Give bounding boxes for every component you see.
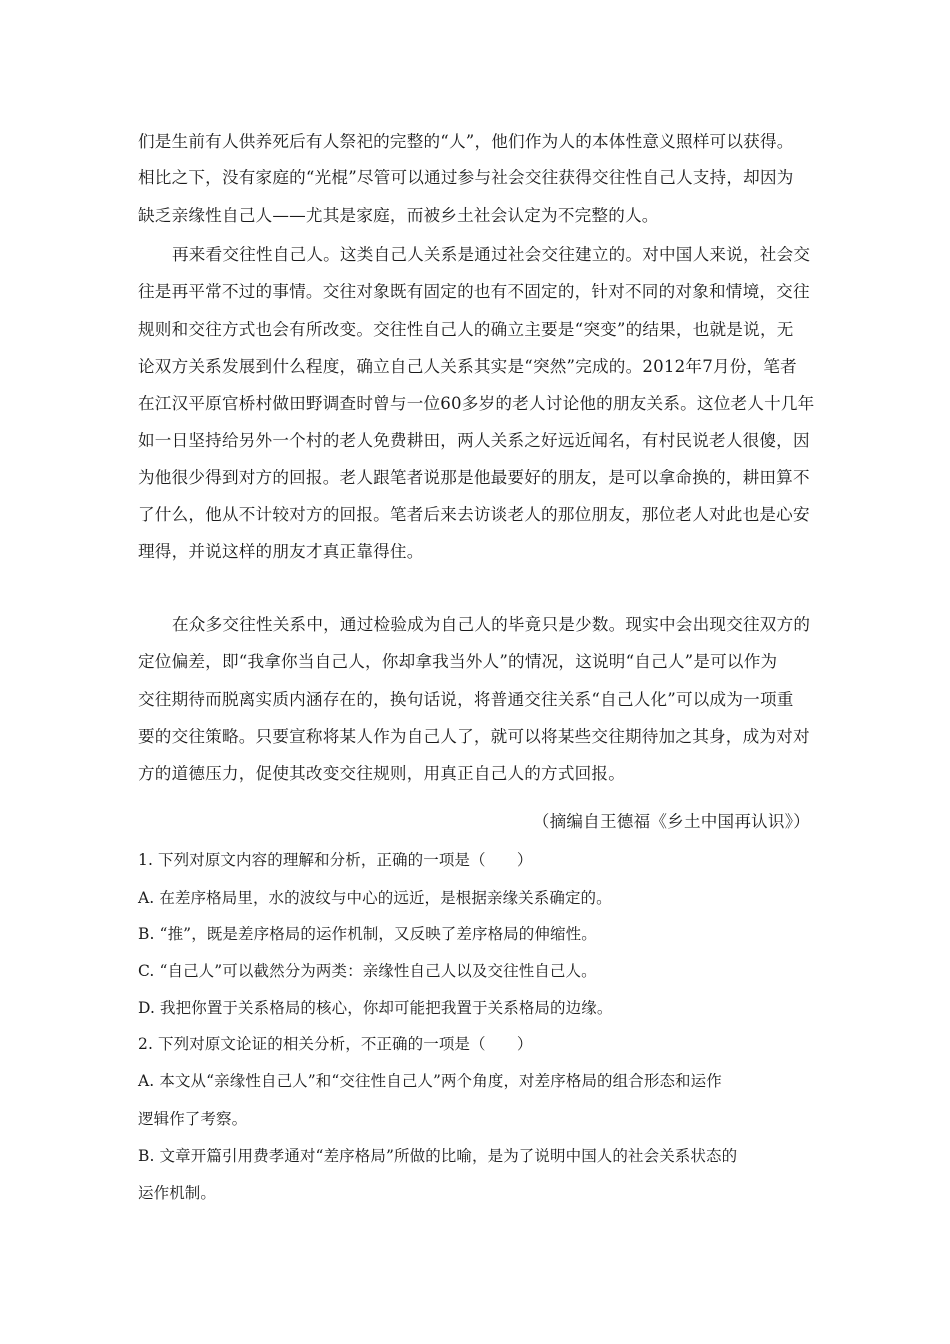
passage-line: 定位偏差，即“我拿你当自己人，你却拿我当外人”的情况，这说明“自己人”是可以作为 <box>138 652 778 671</box>
question-1-stem: 1. 下列对原文内容的理解和分析，正确的一项是（ ） <box>138 851 533 869</box>
question-1-option-c[interactable]: C. “自己人”可以截然分为两类：亲缘性自己人以及交往性自己人。 <box>138 962 597 980</box>
question-2-option-b-cont: 运作机制。 <box>138 1184 217 1202</box>
question-2-stem: 2. 下列对原文论证的相关分析，不正确的一项是（ ） <box>138 1035 533 1053</box>
source-citation: （摘编自王德福《乡土中国再认识》） <box>532 812 810 831</box>
question-1-option-b[interactable]: B. “推”，既是差序格局的运作机制，又反映了差序格局的伸缩性。 <box>138 925 597 943</box>
passage-line: 论双方关系发展到什么程度，确立自己人关系其实是“突然”完成的。2012年7月份，笔者 <box>138 357 797 376</box>
passage-line: 缺乏亲缘性自己人——尤其是家庭，而被乡土社会认定为不完整的人。 <box>138 206 659 225</box>
passage-line: 规则和交往方式也会有所改变。交往性自己人的确立主要是“突变”的结果，也就是说，无 <box>138 320 794 339</box>
passage-line: 往是再平常不过的事情。交往对象既有固定的也有不固定的，针对不同的对象和情境，交往 <box>138 282 810 301</box>
passage-line: 了什么，他从不计较对方的回报。笔者后来去访谈老人的那位朋友，那位老人对此也是心安 <box>138 505 810 524</box>
passage-line: 要的交往策略。只要宣称将某人作为自己人了，就可以将某些交往期待加之其身，成为对对 <box>138 727 810 746</box>
passage-line: 如一日坚持给另外一个村的老人免费耕田，两人关系之好远近闻名，有村民说老人很傻，因 <box>138 431 810 450</box>
passage-line: 交往期待而脱离实质内涵存在的，换句话说，将普通交往关系“自己人化”可以成为一项重 <box>138 690 794 709</box>
passage-line: 在众多交往性关系中，通过检验成为自己人的毕竟只是少数。现实中会出现交往双方的 <box>172 615 811 634</box>
question-1-option-a[interactable]: A. 在差序格局里，水的波纹与中心的远近，是根据亲缘关系确定的。 <box>138 889 612 907</box>
passage-line: 再来看交往性自己人。这类自己人关系是通过社会交往建立的。对中国人来说，社会交 <box>172 245 811 264</box>
question-2-option-b[interactable]: B. 文章开篇引用费孝通对“差序格局”所做的比喻，是为了说明中国人的社会关系状态的 <box>138 1147 738 1165</box>
question-2-option-a-cont: 逻辑作了考察。 <box>138 1110 248 1128</box>
passage-line: 相比之下，没有家庭的“光棍”尽管可以通过参与社会交往获得交往性自己人支持，却因为 <box>138 168 794 187</box>
passage-line: 方的道德压力，促使其改变交往规则，用真正自己人的方式回报。 <box>138 764 626 783</box>
passage-line: 理得，并说这样的朋友才真正靠得住。 <box>138 542 424 561</box>
passage-line: 在江汉平原官桥村做田野调查时曾与一位60多岁的老人讨论他的朋友关系。这位老人十几年 <box>138 394 815 413</box>
question-1-option-d[interactable]: D. 我把你置于关系格局的核心，你却可能把我置于关系格局的边缘。 <box>138 999 613 1017</box>
question-2-option-a[interactable]: A. 本文从“亲缘性自己人”和“交往性自己人”两个角度，对差序格局的组合形态和运作 <box>138 1072 722 1090</box>
passage-line: 们是生前有人供养死后有人祭祀的完整的“人”，他们作为人的本体性意义照样可以获得。 <box>138 132 794 151</box>
passage-line: 为他很少得到对方的回报。老人跟笔者说那是他最要好的朋友，是可以拿命换的，耕田算不 <box>138 468 810 487</box>
